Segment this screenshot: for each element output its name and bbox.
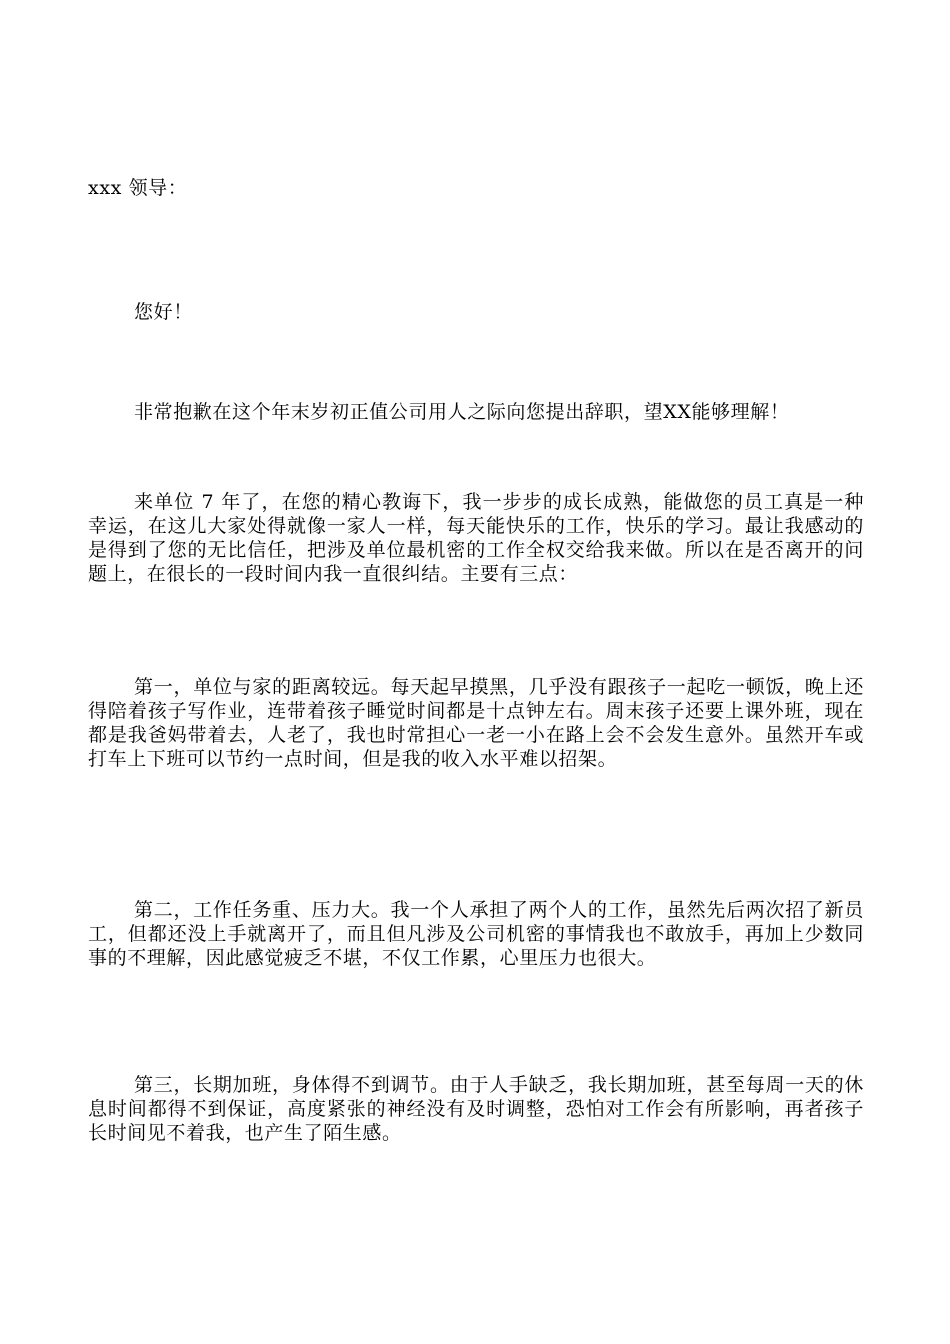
letter-salutation: xxx 领导： bbox=[88, 177, 188, 199]
paragraph-reason-one: 第一，单位与家的距离较远。每天起早摸黑，几乎没有跟孩子一起吃一顿饭，晚上还得陪着孩子写作业，连带着孩子睡觉时间都是十点钟左右。周末孩子还要上课外班，现在都是我爸妈带着去，人老了，我也时常担心一老一小在路上会不会发生意外。虽然开车或打车上下班可以节约一点时间，但是我的收入水平难以招架。 bbox=[88, 676, 864, 770]
letter-greeting: 您好！ bbox=[134, 301, 193, 323]
paragraph-reason-two: 第二，工作任务重、压力大。我一个人承担了两个人的工作，虽然先后两次招了新员工，但都还没上手就离开了，而且但凡涉及公司机密的事情我也不敢放手，再加上少数同事的不理解，因此感觉疲乏不堪，不仅工作累，心里压力也很大。 bbox=[88, 899, 864, 969]
paragraph-background: 来单位 7 年了，在您的精心教诲下，我一步步的成长成熟，能做您的员工真是一种幸运，在这儿大家处得就像一家人一样，每天能快乐的工作，快乐的学习。最让我感动的是得到了您的无比信任，把涉及单位最机密的工作全权交给我来做。所以在是否离开的问题上，在很长的一段时间内我一直很纠结。主要有三点： bbox=[88, 491, 864, 585]
paragraph-reason-three: 第三，长期加班，身体得不到调节。由于人手缺乏，我长期加班，甚至每周一天的休息时间都得不到保证，高度紧张的神经没有及时调整，恐怕对工作会有所影响，再者孩子长时间见不着我，也产生了陌生感。 bbox=[88, 1074, 864, 1144]
paragraph-apology: 非常抱歉在这个年末岁初正值公司用人之际向您提出辞职，望XX能够理解！ bbox=[134, 401, 790, 423]
